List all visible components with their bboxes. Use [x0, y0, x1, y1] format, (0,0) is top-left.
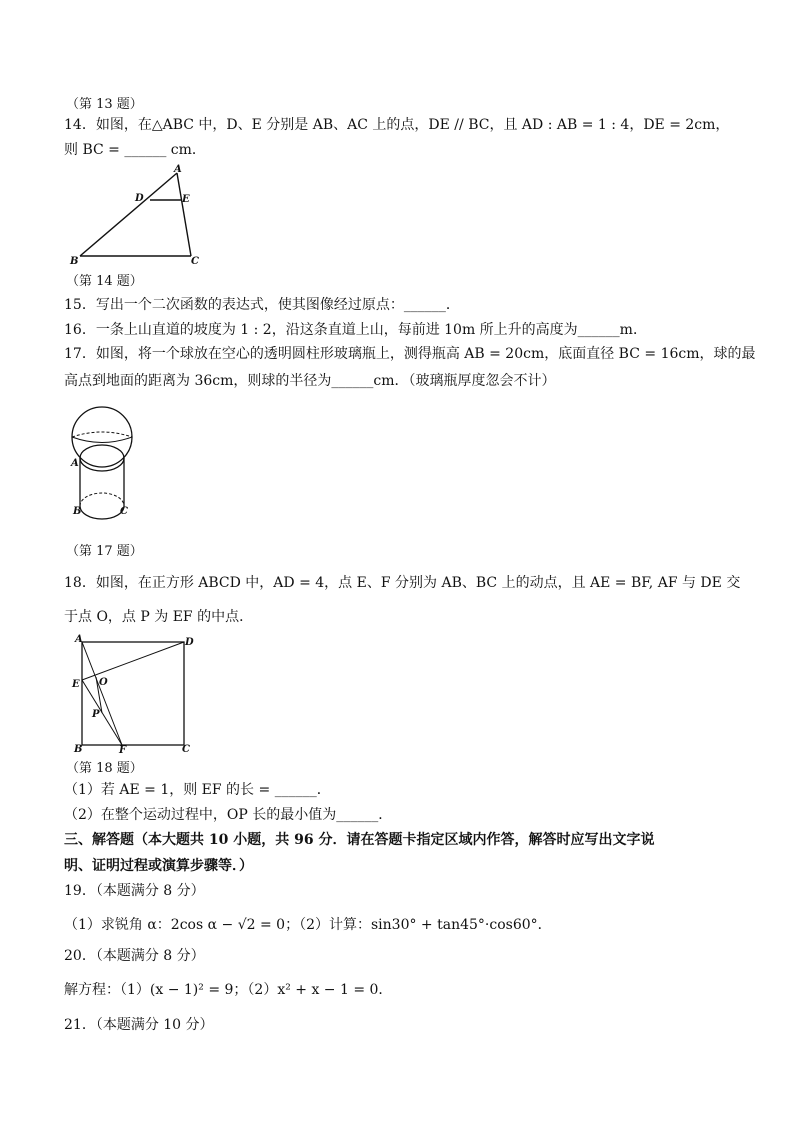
q14-text-line2: 则 BC = ______ cm．	[64, 142, 206, 158]
q14-triangle-figure	[64, 163, 214, 267]
label-o: O	[99, 677, 108, 688]
q15-text: 15．写出一个二次函数的表达式，使其图像经过原点：______．	[64, 297, 460, 313]
label-c: C	[120, 506, 128, 517]
label-p: P	[92, 709, 100, 720]
side-ab	[80, 173, 177, 256]
segment-af	[82, 642, 122, 745]
section3-heading-line1: 三、解答题（本大题共 10 小题，共 96 分．请在答题卡指定区域内作答，解答时应写出文字说	[64, 832, 655, 848]
segment-de	[82, 642, 184, 680]
q17-ball-cylinder-figure	[64, 400, 144, 525]
q16-text: 16．一条上山直道的坡度为 1 : 2，沿这条直道上山，每前进 10m 所上升的高度为______m．	[64, 322, 647, 338]
q18-text-line2: 于点 O，点 P 为 EF 的中点．	[64, 609, 254, 625]
q13-caption: （第 13 题）	[66, 97, 143, 112]
q17-text-line2: 高点到地面的距离为 36cm，则球的半径为______cm．（玻璃瓶厚度忽会不计）	[64, 373, 556, 389]
label-d: D	[135, 193, 144, 204]
q18-sub2: （2）在整个运动过程中，OP 长的最小值为______．	[64, 807, 393, 823]
q18-caption: （第 18 题）	[66, 761, 143, 776]
label-c: C	[182, 744, 190, 755]
q18-sub1: （1）若 AE = 1，则 EF 的长 = ______．	[64, 782, 331, 798]
side-ac	[177, 173, 191, 256]
q18-square-figure	[64, 633, 199, 755]
label-c: C	[191, 256, 199, 267]
label-e: E	[72, 679, 80, 690]
q14-text-line1: 14．如图，在△ABC 中，D、E 分别是 AB、AC 上的点，DE // BC，且 AD : AB = 1 : 4，DE = 2cm，	[64, 117, 730, 133]
q21-header: 21．（本题满分 10 分）	[64, 1017, 214, 1033]
q18-text-line1: 18．如图，在正方形 ABCD 中，AD = 4，点 E、F 分别为 AB、BC 上的动点，且 AE = BF, AF 与 DE 交	[64, 575, 741, 591]
label-a: A	[71, 458, 79, 469]
q17-caption: （第 17 题）	[66, 544, 143, 559]
q14-caption: （第 14 题）	[66, 274, 143, 289]
q17-text-line1: 17．如图，将一个球放在空心的透明圆柱形玻璃瓶上，测得瓶高 AB = 20cm，底面直径 BC = 16cm，球的最	[64, 346, 756, 362]
section3-heading-line2: 明、证明过程或演算步骤等．）	[64, 858, 253, 874]
label-b: B	[73, 506, 82, 517]
q20-header: 20．（本题满分 8 分）	[64, 948, 205, 964]
square-abcd	[82, 642, 184, 745]
q20-text: 解方程：（1）(x − 1)² = 9；（2）x² + x − 1 = 0．	[64, 982, 393, 998]
cylinder-bottom	[80, 506, 124, 519]
label-b: B	[74, 744, 83, 755]
label-d: D	[185, 637, 194, 648]
label-a: A	[174, 164, 182, 175]
ball	[72, 407, 132, 467]
label-f: F	[119, 745, 127, 755]
q19-text: （1）求锐角 α：2cos α − √2 = 0；（2）计算：sin30° + tan45°·cos60°．	[64, 917, 552, 933]
label-a: A	[75, 634, 83, 645]
label-b: B	[70, 256, 79, 267]
q19-header: 19．（本题满分 8 分）	[64, 883, 205, 899]
label-e: E	[182, 194, 190, 205]
